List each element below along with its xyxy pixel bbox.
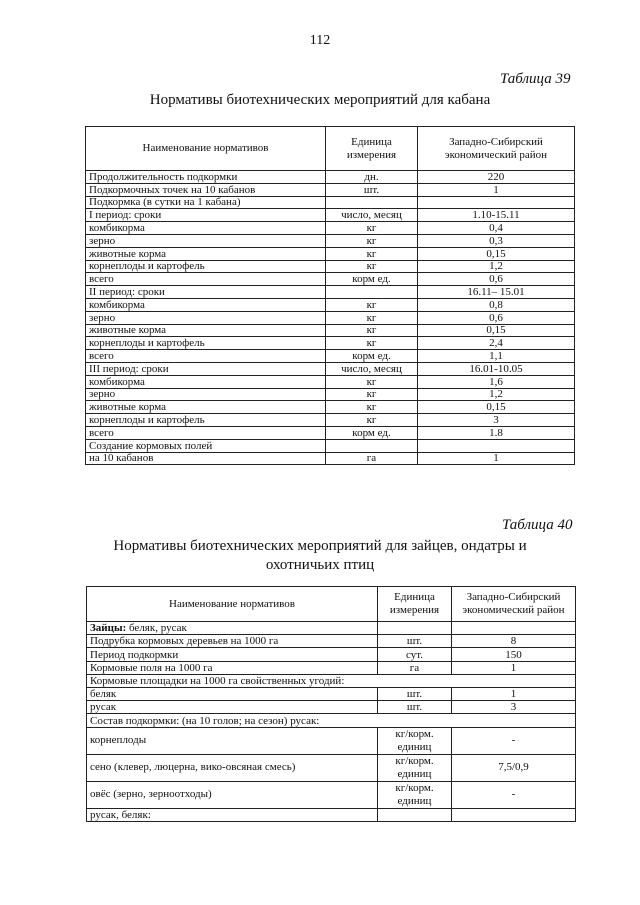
table-cell: число, месяц [326,209,418,222]
table40-section-row [87,622,576,635]
table-cell: комбикорма [86,222,326,235]
table-cell: всего [86,350,326,363]
table-cell: кг [326,401,418,414]
table-cell: кг [326,324,418,337]
table-cell: II период: сроки [86,286,326,299]
table39-header-region: Западно-Сибирский экономический район [418,127,575,171]
table-row [86,426,575,439]
page-number: 112 [309,33,331,48]
table-row [86,452,575,465]
table-cell: зерно [86,234,326,247]
table40-last-row [87,808,576,821]
table40-rows-group2 [87,687,576,713]
table-cell: Кормовые поля на 1000 га [87,661,378,674]
table-cell [418,196,575,209]
table-cell: кг/корм. единиц [378,727,452,754]
table-cell: III период: сроки [86,362,326,375]
table-cell: кг [326,311,418,324]
table-row [86,260,575,273]
table39-header-row [86,127,575,171]
table-cell: 0,6 [418,311,575,324]
table-cell: 150 [452,648,576,661]
table-cell: 0,15 [418,401,575,414]
table-cell: корнеплоды и картофель [86,414,326,427]
table-cell: 0,15 [418,324,575,337]
table-row [86,324,575,337]
table-cell: корнеплоды [87,727,378,754]
table-cell [378,622,452,635]
table-row [87,687,576,700]
table-cell: шт. [378,701,452,714]
table-row [87,754,576,781]
table39-label: Таблица 39 [500,71,571,87]
table-cell [326,439,418,452]
table39-title: Нормативы биотехнических мероприятий для кабана [149,92,491,108]
table-cell: Подрубка кормовых деревьев на 1000 га [87,635,378,648]
table-cell: беляк [87,687,378,700]
table-row [86,401,575,414]
table-cell: комбикорма [86,298,326,311]
table40-span-cell: Кормовые площадки на 1000 га свойственных угодий: [87,674,576,687]
table-cell: всего [86,273,326,286]
table-row [86,439,575,452]
table-cell: кг [326,388,418,401]
table-cell: кг [326,222,418,235]
table40-header-region: Западно-Сибирский экономический район [452,587,576,622]
table-cell: корнеплоды и картофель [86,260,326,273]
table40-rows-group1 [87,635,576,675]
table-cell: зерно [86,388,326,401]
table40 [86,586,576,822]
table40-span-row [87,714,576,727]
table-cell: Создание кормовых полей [86,439,326,452]
table-cell: зерно [86,311,326,324]
table-cell: кг [326,337,418,350]
table-cell: 1.8 [418,426,575,439]
table-row [86,298,575,311]
table-cell: 0,8 [418,298,575,311]
table-cell: 2,4 [418,337,575,350]
table-cell: животные корма [86,324,326,337]
table-cell [378,808,452,821]
table-cell: 1 [418,183,575,196]
table-cell [326,196,418,209]
table-cell: Подкормочных точек на 10 кабанов [86,183,326,196]
table-cell: сут. [378,648,452,661]
table-cell: дн. [326,171,418,184]
table-cell: га [378,661,452,674]
table-row [87,727,576,754]
table-cell: кг [326,247,418,260]
section-title-rest: беляк, русак [126,622,187,635]
table40-title-line1: Нормативы биотехнических мероприятий для зайцев, ондатры и [113,538,527,554]
table-cell: кг [326,414,418,427]
table-cell: на 10 кабанов [86,452,326,465]
table-row [87,648,576,661]
table-row [86,234,575,247]
table-cell: - [452,781,576,808]
table-row [86,183,575,196]
table-cell: 1,2 [418,260,575,273]
table39-body [86,171,575,465]
table-cell: кг/корм. единиц [378,754,452,781]
table-cell [418,439,575,452]
table-cell [452,808,576,821]
table-cell: 1.10-15.11 [418,209,575,222]
table-cell: 0,6 [418,273,575,286]
table-cell: кг [326,234,418,247]
table-row [86,222,575,235]
table-row [86,209,575,222]
table-cell [326,286,418,299]
table-cell: кг [326,375,418,388]
table-row [86,196,575,209]
table-cell: сено (клевер, люцерна, вико-овсяная смесь) [87,754,378,781]
table39 [85,126,575,465]
table-cell: 8 [452,635,576,648]
table-cell: 1,6 [418,375,575,388]
table-cell: 1 [452,661,576,674]
table-cell: корнеплоды и картофель [86,337,326,350]
table40-title-line2: охотничьих птиц [265,557,375,573]
table-cell: Продолжительность подкормки [86,171,326,184]
table39-header-unit: Единица измерения [326,127,418,171]
table-row [86,171,575,184]
table-cell: 1 [418,452,575,465]
table-cell: 3 [452,701,576,714]
table-cell: шт. [378,687,452,700]
table40-header-unit: Единица измерения [378,587,452,622]
table-cell: 3 [418,414,575,427]
table40-label: Таблица 40 [502,517,573,533]
table40-span-cell: Состав подкормки: (на 10 голов; на сезон) русак: [87,714,576,727]
table-row [86,362,575,375]
table-cell: кг [326,298,418,311]
table-cell: I период: сроки [86,209,326,222]
table-cell: 0,3 [418,234,575,247]
table-row [87,661,576,674]
table-cell: - [452,727,576,754]
table-cell: кг/корм. единиц [378,781,452,808]
table-cell: 16.11– 15.01 [418,286,575,299]
table-cell: 1,1 [418,350,575,363]
table-cell: га [326,452,418,465]
table-cell: комбикорма [86,375,326,388]
table-row [86,273,575,286]
table-cell [452,622,576,635]
table-row [87,635,576,648]
table-cell: русак [87,701,378,714]
table-cell: 220 [418,171,575,184]
table40-span-row [87,674,576,687]
table40-section-cell [87,622,378,635]
table-row [86,388,575,401]
table-row [86,286,575,299]
table-row [86,247,575,260]
table-row [87,701,576,714]
table40-header-name: Наименование нормативов [87,587,378,622]
table39-header-name: Наименование нормативов [86,127,326,171]
table-cell: 1,2 [418,388,575,401]
table-cell: 16.01-10.05 [418,362,575,375]
table-cell: число, месяц [326,362,418,375]
table-cell: шт. [378,635,452,648]
table-cell: животные корма [86,401,326,414]
table-cell: всего [86,426,326,439]
table40-last-cell: русак, беляк: [87,808,378,821]
table-row [86,337,575,350]
table40-rows-tall [87,727,576,808]
table-row [86,311,575,324]
table40-title [0,537,640,575]
section-title-bold: Зайцы: [90,622,127,635]
table-row [86,350,575,363]
table-row [86,414,575,427]
table40-header-row [87,587,576,622]
table-cell: Период подкормки [87,648,378,661]
table-row [87,781,576,808]
table-cell: 7,5/0,9 [452,754,576,781]
table-cell: 0,15 [418,247,575,260]
table-cell: животные корма [86,247,326,260]
table-cell: корм ед. [326,273,418,286]
table-cell: овёс (зерно, зерноотходы) [87,781,378,808]
table-cell: корм ед. [326,350,418,363]
table-cell: 0,4 [418,222,575,235]
table-cell: 1 [452,687,576,700]
table-cell: кг [326,260,418,273]
table-cell: шт. [326,183,418,196]
table-cell: корм ед. [326,426,418,439]
table-row [86,375,575,388]
table-cell: Подкормка (в сутки на 1 кабана) [86,196,326,209]
